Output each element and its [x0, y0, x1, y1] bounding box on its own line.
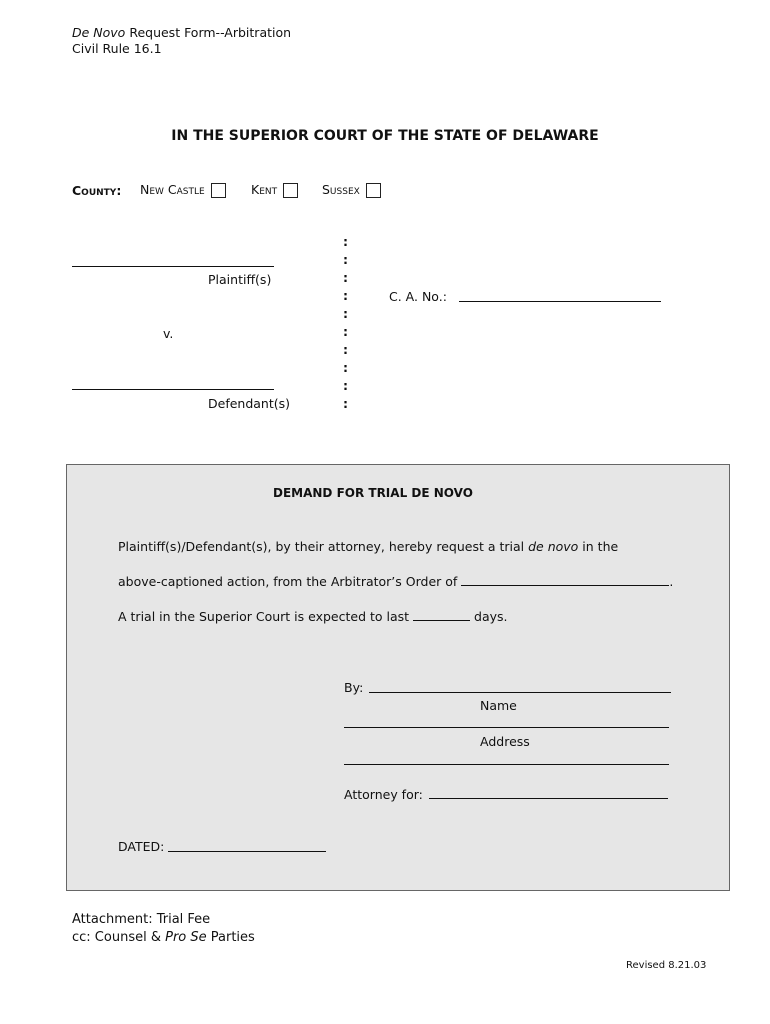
plaintiff-name-line[interactable] — [72, 266, 274, 267]
defendant-name-line[interactable] — [72, 389, 274, 390]
demand-line-2 — [118, 574, 673, 589]
attorney-for-line[interactable] — [429, 798, 668, 799]
trial-days-line[interactable] — [413, 619, 470, 621]
caption-divider-colon: : — [343, 396, 348, 411]
county-label: County: — [72, 183, 122, 198]
demand-line-3-end: days. — [474, 609, 508, 624]
dated-label: DATED: — [118, 839, 165, 854]
demand-line-1-end: in the — [578, 539, 619, 554]
form-title — [72, 25, 291, 40]
demand-heading: DEMAND FOR TRIAL DE NOVO — [273, 486, 473, 500]
demand-line-2-text: above-captioned action, from the Arbitrator’s Order of — [118, 574, 458, 589]
name-label: Name — [480, 698, 517, 713]
demand-line-1-start: Plaintiff(s)/Defendant(s), by their attorney, hereby request a trial — [118, 539, 529, 554]
demand-line-1 — [118, 539, 618, 554]
caption-divider-colon: : — [343, 360, 348, 375]
county-option-label: Kent — [251, 182, 278, 197]
arbitrator-order-date-line[interactable] — [461, 584, 669, 586]
court-title: IN THE SUPERIOR COURT OF THE STATE OF DELAWARE — [171, 128, 599, 144]
rule-reference: Civil Rule 16.1 — [72, 41, 162, 56]
cc-note — [72, 930, 255, 945]
versus-label: v. — [163, 326, 174, 341]
defendant-label: Defendant(s) — [208, 396, 291, 411]
form-title-rest: Request Form--Arbitration — [125, 25, 292, 40]
caption-divider-colon: : — [343, 342, 348, 357]
demand-line-2-period: . — [669, 574, 674, 589]
ca-number-label: C. A. No.: — [389, 289, 447, 304]
cc-note-start: cc: Counsel & — [72, 930, 166, 945]
county-option-label: Sussex — [322, 182, 360, 197]
caption-divider-colon: : — [343, 324, 348, 339]
dated-line[interactable] — [168, 851, 326, 852]
county-option-sussex — [322, 182, 381, 198]
kent-checkbox[interactable] — [283, 183, 298, 198]
demand-line-3-start: A trial in the Superior Court is expected to last — [118, 609, 410, 624]
revised-date: Revised 8.21.03 — [626, 960, 707, 971]
county-option-kent — [251, 182, 298, 198]
attachment-note: Attachment: Trial Fee — [72, 912, 211, 927]
demand-box — [66, 464, 730, 891]
cc-note-italic: Pro Se — [165, 930, 207, 945]
demand-line-1-italic: de novo — [528, 539, 579, 554]
by-signature-line[interactable] — [369, 692, 671, 693]
caption-divider-colon: : — [343, 252, 348, 267]
cc-note-end: Parties — [206, 930, 255, 945]
attorney-for-label: Attorney for: — [344, 787, 423, 802]
by-label: By: — [344, 680, 364, 695]
plaintiff-label: Plaintiff(s) — [208, 272, 272, 287]
sussex-checkbox[interactable] — [366, 183, 381, 198]
county-option-label: New Castle — [140, 182, 205, 197]
ca-number-line[interactable] — [459, 301, 661, 302]
caption-divider-colon: : — [343, 270, 348, 285]
address-label: Address — [480, 734, 530, 749]
county-option-new-castle — [140, 182, 226, 198]
caption-divider-colon: : — [343, 288, 348, 303]
address-line[interactable] — [344, 727, 669, 728]
form-title-italic: De Novo — [72, 25, 126, 40]
new-castle-checkbox[interactable] — [211, 183, 226, 198]
caption-divider-colon: : — [343, 306, 348, 321]
caption-divider-colon: : — [343, 378, 348, 393]
caption-divider-colon: : — [343, 234, 348, 249]
demand-line-3 — [118, 609, 508, 624]
address-line-2[interactable] — [344, 764, 669, 765]
